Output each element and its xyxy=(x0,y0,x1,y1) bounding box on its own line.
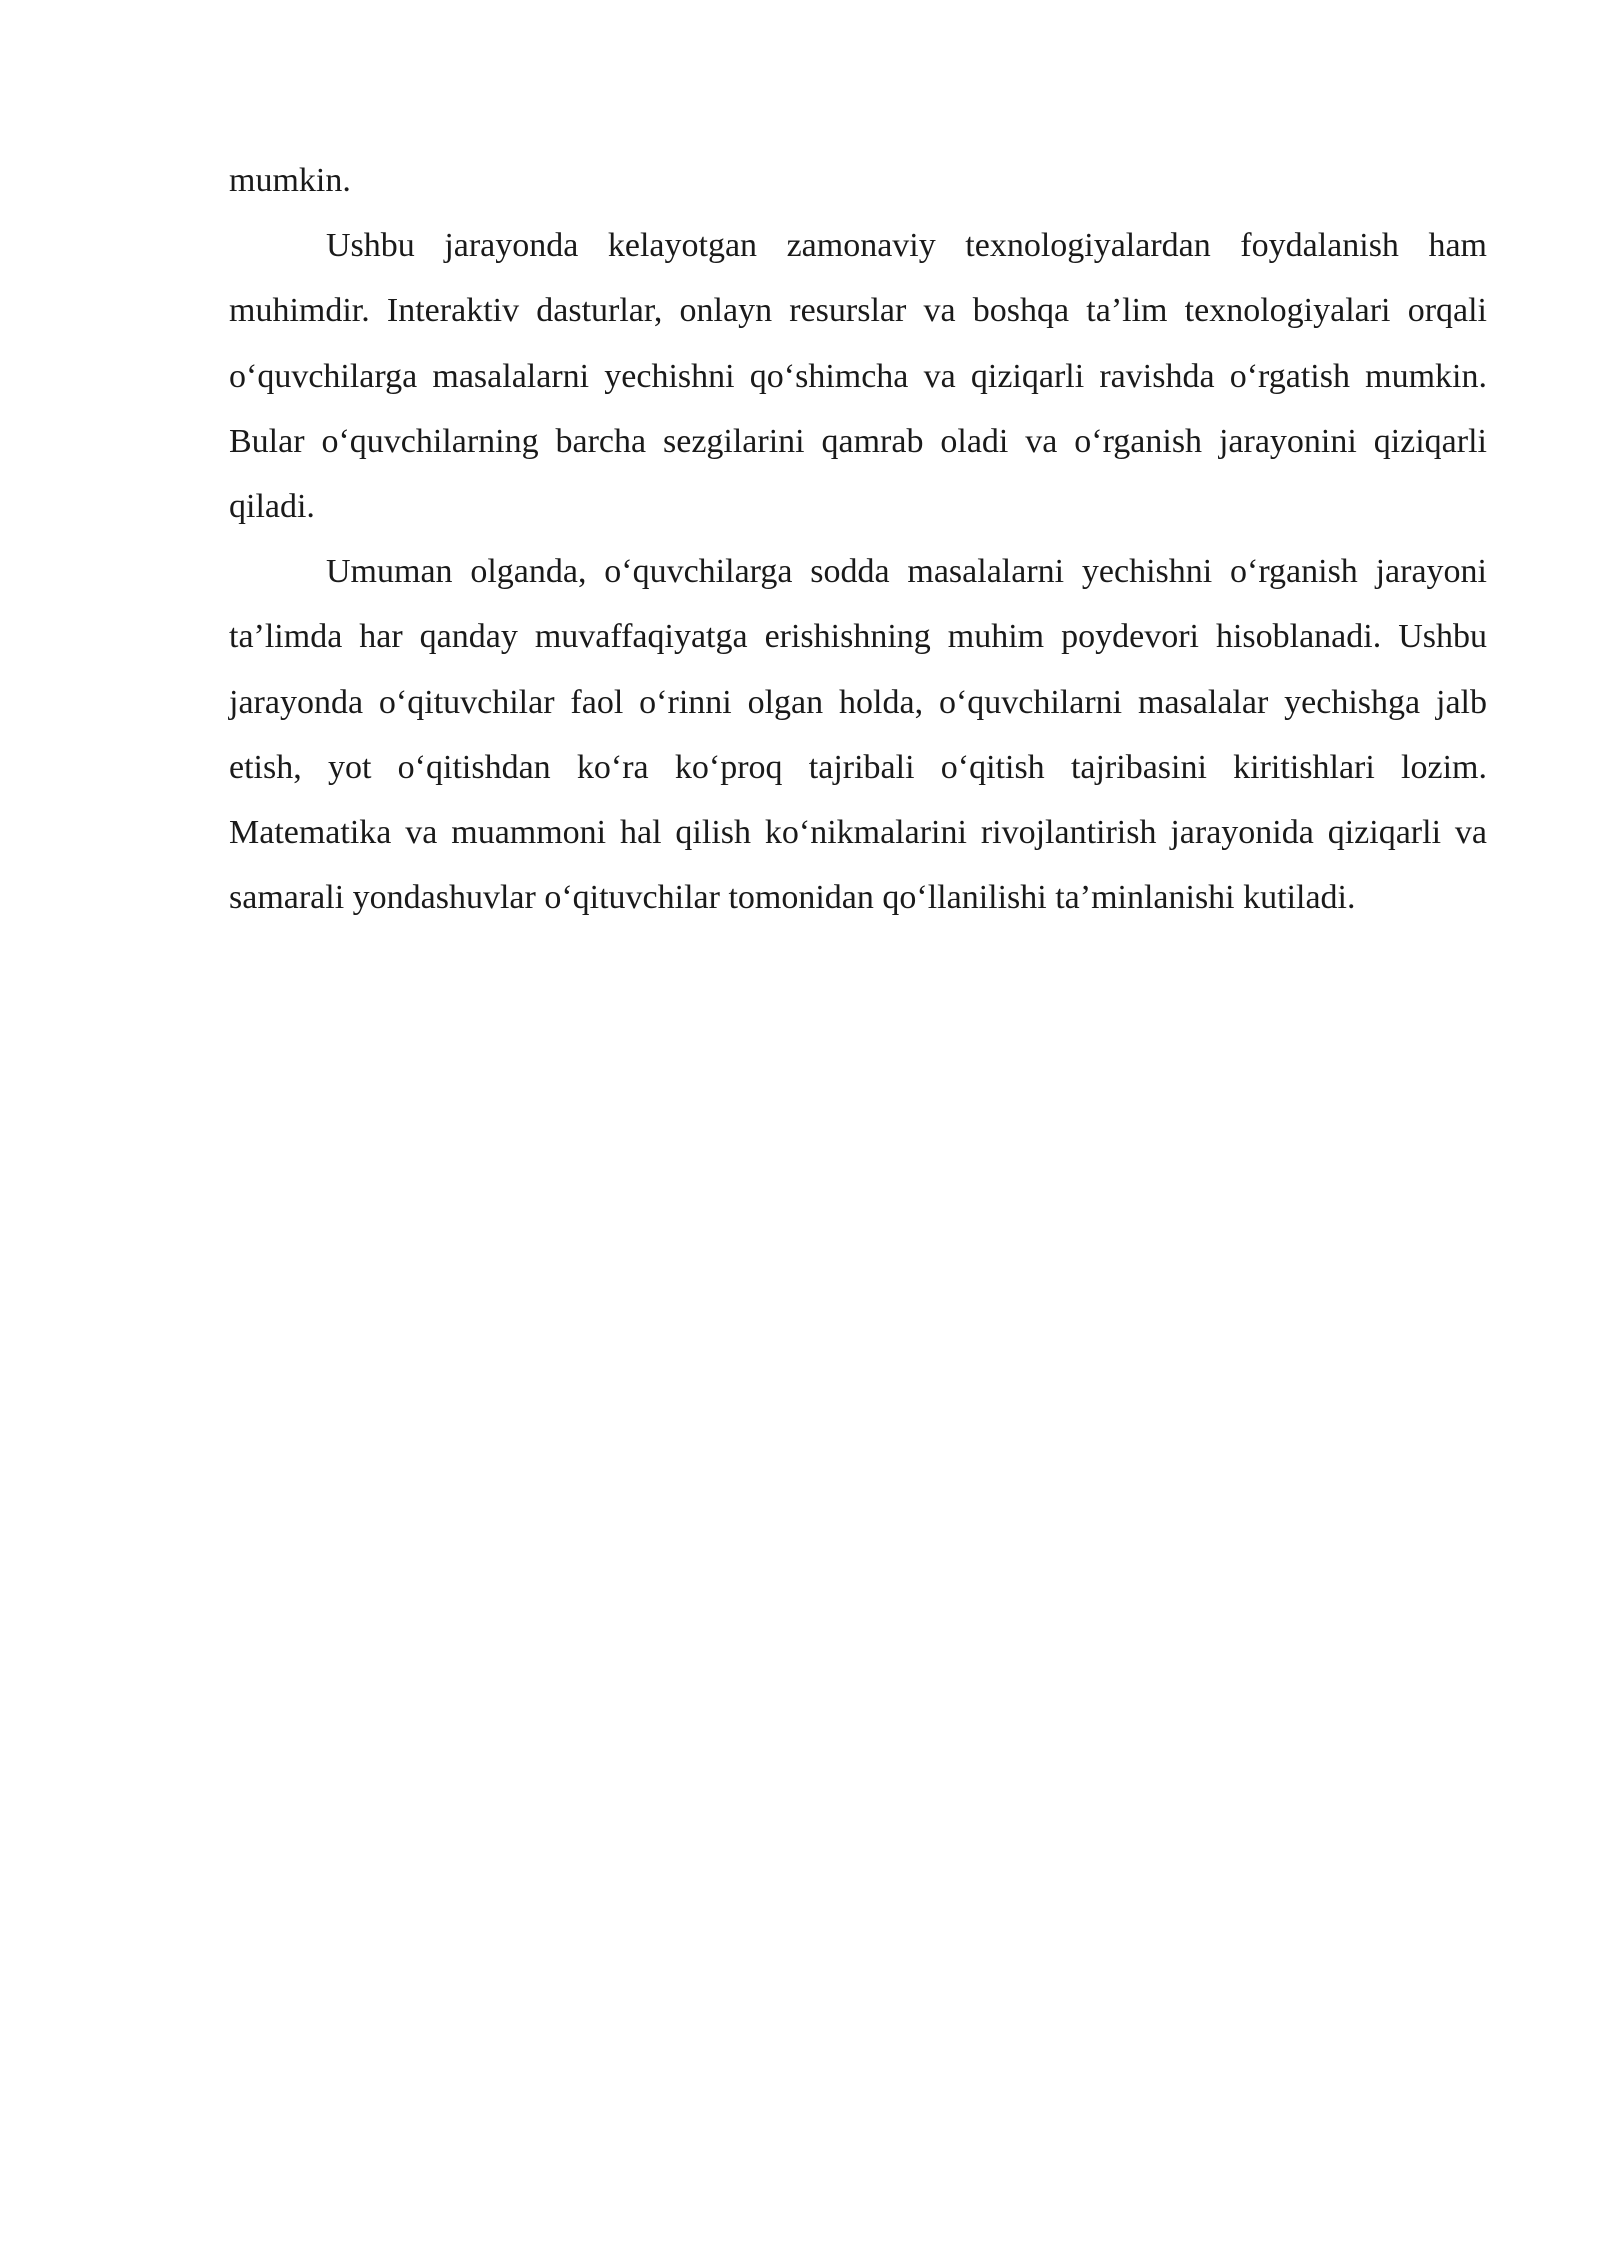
paragraph-continuation: mumkin. xyxy=(229,162,351,199)
paragraph-conclusion: Umuman olganda, o‘quvchilarga sodda masalalarni yechishni o‘rganish jarayoni ta’limda har qanday muvaffaqiyatga erishishning muhim poydevori hisoblanadi. Ushbu jarayonda o‘qituvchilar faol o‘rinni olgan holda, o‘quvchilarni masalalar yechishga jalb etish, yot o‘qitishdan ko‘ra ko‘proq tajribali o‘qitish tajribasini kiritishlari lozim. Matematika va muammoni hal qilish ko‘nikmalarini rivojlantirish jarayonida qiziqarli va samarali yondashuvlar o‘qituvchilar tomonidan qo‘llanilishi ta’minlanishi kutiladi. xyxy=(229,553,1487,917)
document-body xyxy=(229,148,1487,930)
paragraph-technology: Ushbu jarayonda kelayotgan zamonaviy texnologiyalardan foydalanish ham muhimdir. Interaktiv dasturlar, onlayn resurslar va boshqa ta’lim texnologiyalari orqali o‘quvchilarga masalalarni yechishni qo‘shimcha va qiziqarli ravishda o‘rgatish mumkin. Bular o‘quvchilarning barcha sezgilarini qamrab oladi va o‘rganish jarayonini qiziqarli qiladi. xyxy=(229,227,1487,526)
